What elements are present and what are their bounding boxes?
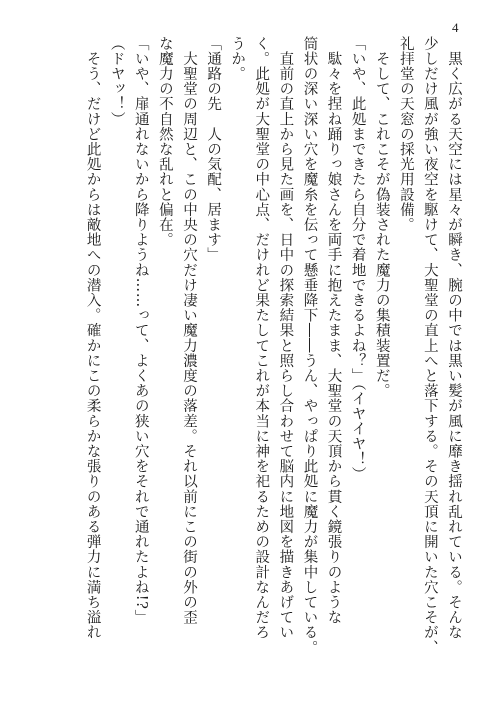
text-line: （ドヤッ！）	[108, 36, 125, 127]
text-line: 「通路の先 人の気配、居ます」	[205, 36, 222, 263]
text-line: な魔力の不自然な乱れと偏在。	[156, 36, 173, 248]
text-line: 黒く広がる天空には星々が瞬き、腕の中では黒い髪が風に靡き揺れ乱れている。そんな	[446, 36, 462, 640]
text-line: そう、だけど此処からは敵地への潜入。確かにこの柔らかな張りのある弾力に満ち溢れ	[84, 36, 101, 640]
page-number: 4	[452, 20, 459, 35]
text-line: 筒状の深い深い穴を魔糸を伝って懸垂降下――うん、やっぱり此処に魔力が集中している。	[301, 36, 318, 656]
text-line: 「いや、扉通れないから降りようね……って、よくあの狭い穴をそれで通れたよね!?」	[132, 36, 149, 625]
text-line: 少しだけ風が強い夜空を駆けて、大聖堂の直上へと落下する。その天頂に開いた穴こそが、	[421, 36, 438, 656]
text-line: 「いや、此処まできたら自分で着地できるよね？」（イヤイヤ！）	[349, 36, 366, 482]
text-line: く。此処が大聖堂の中心点、だけれど果たしてこれが本当に神を祀るための設計なんだろ	[253, 36, 270, 640]
text-line: 礼拝堂の天窓の採光用設備。	[397, 36, 414, 233]
text-line: 駄々を捏ね踊りっ娘さんを両手に抱えたまま、大聖堂の天頂から貫く鏡張りのような	[325, 36, 342, 625]
text-line: そして、これこそが偽装された魔力の集積装置だ。	[373, 36, 390, 399]
text-line: うか。	[229, 36, 246, 82]
text-line: 直前の直上から見た画を、日中の探索結果と照らし合わせて脳内に地図を描きあげてい	[277, 36, 294, 640]
text-line: 大聖堂の周辺と、この中央の穴だけ凄い魔力濃度の落差。それ以前にこの街の外の歪	[180, 36, 197, 625]
vertical-text-block	[31, 36, 466, 676]
